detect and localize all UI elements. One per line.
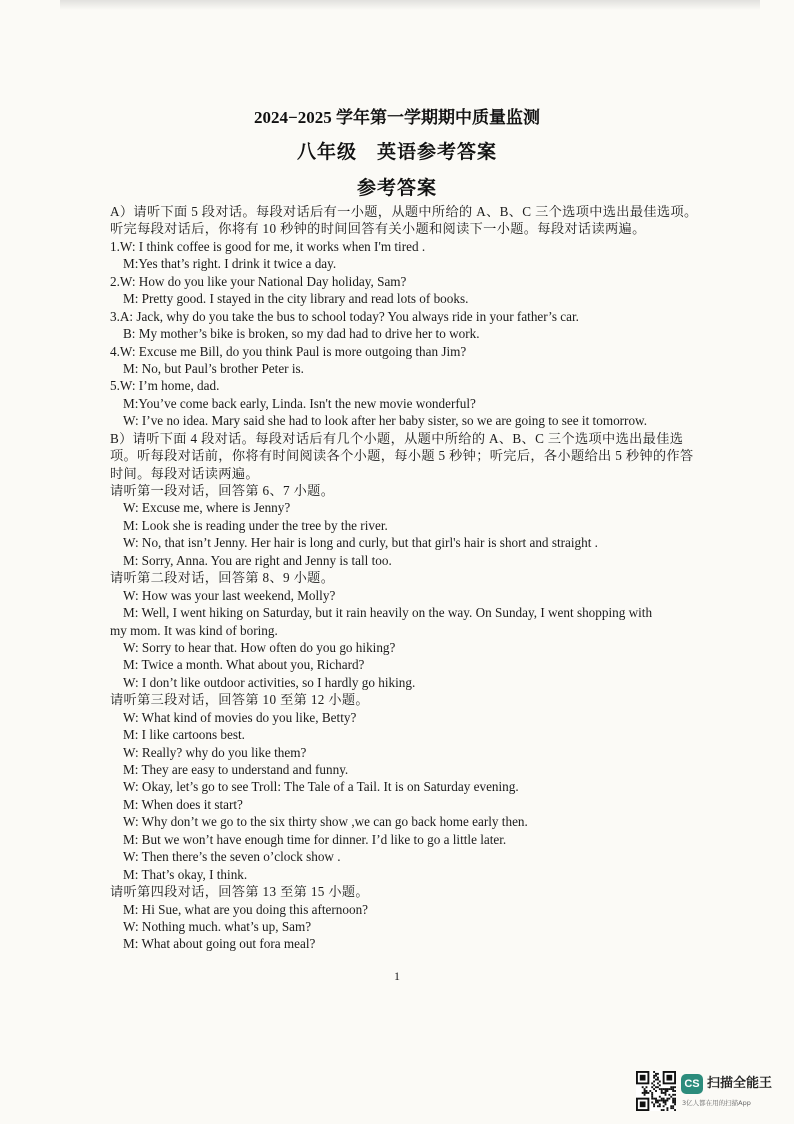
instruction-line: 请听第三段对话，回答第 10 至第 12 小题。 — [110, 692, 369, 708]
dialogue-line: M: Twice a month. What about you, Richard? — [123, 657, 365, 673]
dialogue-line: M: I like cartoons best. — [123, 727, 245, 743]
instruction-line: 请听第四段对话，回答第 13 至第 15 小题。 — [110, 884, 369, 900]
instruction-line: A）请听下面 5 段对话。每段对话后有一小题，从题中所给的 A、B、C 三个选项中选出最佳选项。 — [110, 204, 698, 219]
dialogue-line: 4.W: Excuse me Bill, do you think Paul is more outgoing than Jim? — [110, 343, 467, 359]
dialogue-line: M: Hi Sue, what are you doing this afternoon? — [123, 901, 369, 917]
dialogue-line: M: Pretty good. I stayed in the city library and read lots of books. — [123, 291, 469, 307]
dialogue-line: M: That’s okay, I think. — [123, 866, 248, 882]
dialogue-line: W: How was your last weekend, Molly? — [123, 587, 336, 603]
dialogue-line: 5.W: I’m home, dad. — [110, 378, 220, 394]
scanner-app-tagline: 3亿人都在用的扫描App — [682, 1099, 751, 1107]
dialogue-line: M: They are easy to understand and funny. — [123, 762, 349, 777]
qr-code-icon — [636, 1071, 676, 1111]
dialogue-line: W: Nothing much. what’s up, Sam? — [123, 918, 312, 934]
instruction-line: 时间。每段对话读两遍。 — [110, 465, 259, 481]
dialogue-line: 1.W: I think coffee is good for me, it works when I'm tired . — [110, 238, 426, 254]
dialogue-line: M: Well, I went hiking on Saturday, but it rain heavily on the way. On Sunday, I went shopping with — [123, 605, 653, 621]
dialogue-line: M: No, but Paul’s brother Peter is. — [123, 360, 304, 376]
dialogue-line: W: Excuse me, where is Jenny? — [123, 500, 291, 516]
dialogue-line: W: I don’t like outdoor activities, so I hardly go hiking. — [123, 674, 416, 690]
dialogue-line: M:You’ve come back early, Linda. Isn't the new movie wonderful? — [123, 395, 476, 411]
dialogue-line: W: No, that isn’t Jenny. Her hair is long and curly, but that girl's hair is short and straight . — [123, 535, 598, 551]
section-heading: 参考答案 — [356, 178, 437, 199]
instruction-line: 项。听每段对话前，你将有时间阅读各个小题，每小题 5 秒钟；听完后，各小题给出 5 秒钟的作答 — [110, 448, 694, 464]
dialogue-line: M: Look she is reading under the tree by the river. — [123, 517, 388, 533]
instruction-line: 听完每段对话后，你将有 10 秒钟的时间回答有关小题和阅读下一小题。每段对话读两遍。 — [110, 221, 646, 237]
camscanner-logo: CS — [681, 1074, 703, 1094]
dialogue-line: W: Then there’s the seven o’clock show . — [123, 849, 341, 865]
dialogue-line: my mom. It was kind of boring. — [110, 622, 278, 638]
dialogue-line: M:Yes that’s right. I drink it twice a day. — [123, 256, 337, 272]
dialogue-line: W: Sorry to hear that. How often do you go hiking? — [123, 639, 396, 655]
dialogue-line: W: Okay, let’s go to see Troll: The Tale of a Tail. It is on Saturday evening. — [123, 779, 519, 795]
exam-title: 2024−2025 学年第一学期期中质量监测 — [254, 108, 540, 127]
instruction-line: 请听第一段对话，回答第 6、7 小题。 — [110, 483, 335, 498]
dialogue-line: W: I’ve no idea. Mary said she had to look after her baby sister, so we are going to see it tomorrow. — [123, 413, 648, 429]
dialogue-line: 2.W: How do you like your National Day holiday, Sam? — [110, 273, 407, 289]
dialogue-line: M: When does it start? — [123, 796, 243, 812]
dialogue-line: M: Sorry, Anna. You are right and Jenny is tall too. — [123, 552, 392, 568]
page-number: 1 — [394, 969, 400, 983]
dialogue-line: B: My mother’s bike is broken, so my dad had to drive her to work. — [123, 326, 480, 342]
dialogue-line: W: Really? why do you like them? — [123, 744, 307, 760]
dialogue-line: M: What about going out fora meal? — [123, 936, 316, 952]
dialogue-line: M: But we won’t have enough time for dinner. I’d like to go a little later. — [123, 831, 507, 847]
scan-edge-shadow — [60, 0, 760, 10]
scanner-app-name: 扫描全能王 — [707, 1076, 773, 1091]
dialogue-line: W: What kind of movies do you like, Betty? — [123, 709, 357, 725]
transcript-body — [110, 203, 708, 953]
instruction-line: 请听第二段对话，回答第 8、9 小题。 — [110, 570, 335, 586]
instruction-line: B）请听下面 4 段对话。每段对话后有几个小题，从题中所给的 A、B、C 三个选项中选出最佳选 — [110, 430, 684, 446]
exam-subtitle: 八年级 英语参考答案 — [296, 142, 497, 163]
dialogue-line: 3.A: Jack, why do you take the bus to school today? You always ride in your father’s car. — [110, 308, 579, 324]
dialogue-line: W: Why don’t we go to the six thirty show ,we can go back home early then. — [123, 814, 528, 830]
